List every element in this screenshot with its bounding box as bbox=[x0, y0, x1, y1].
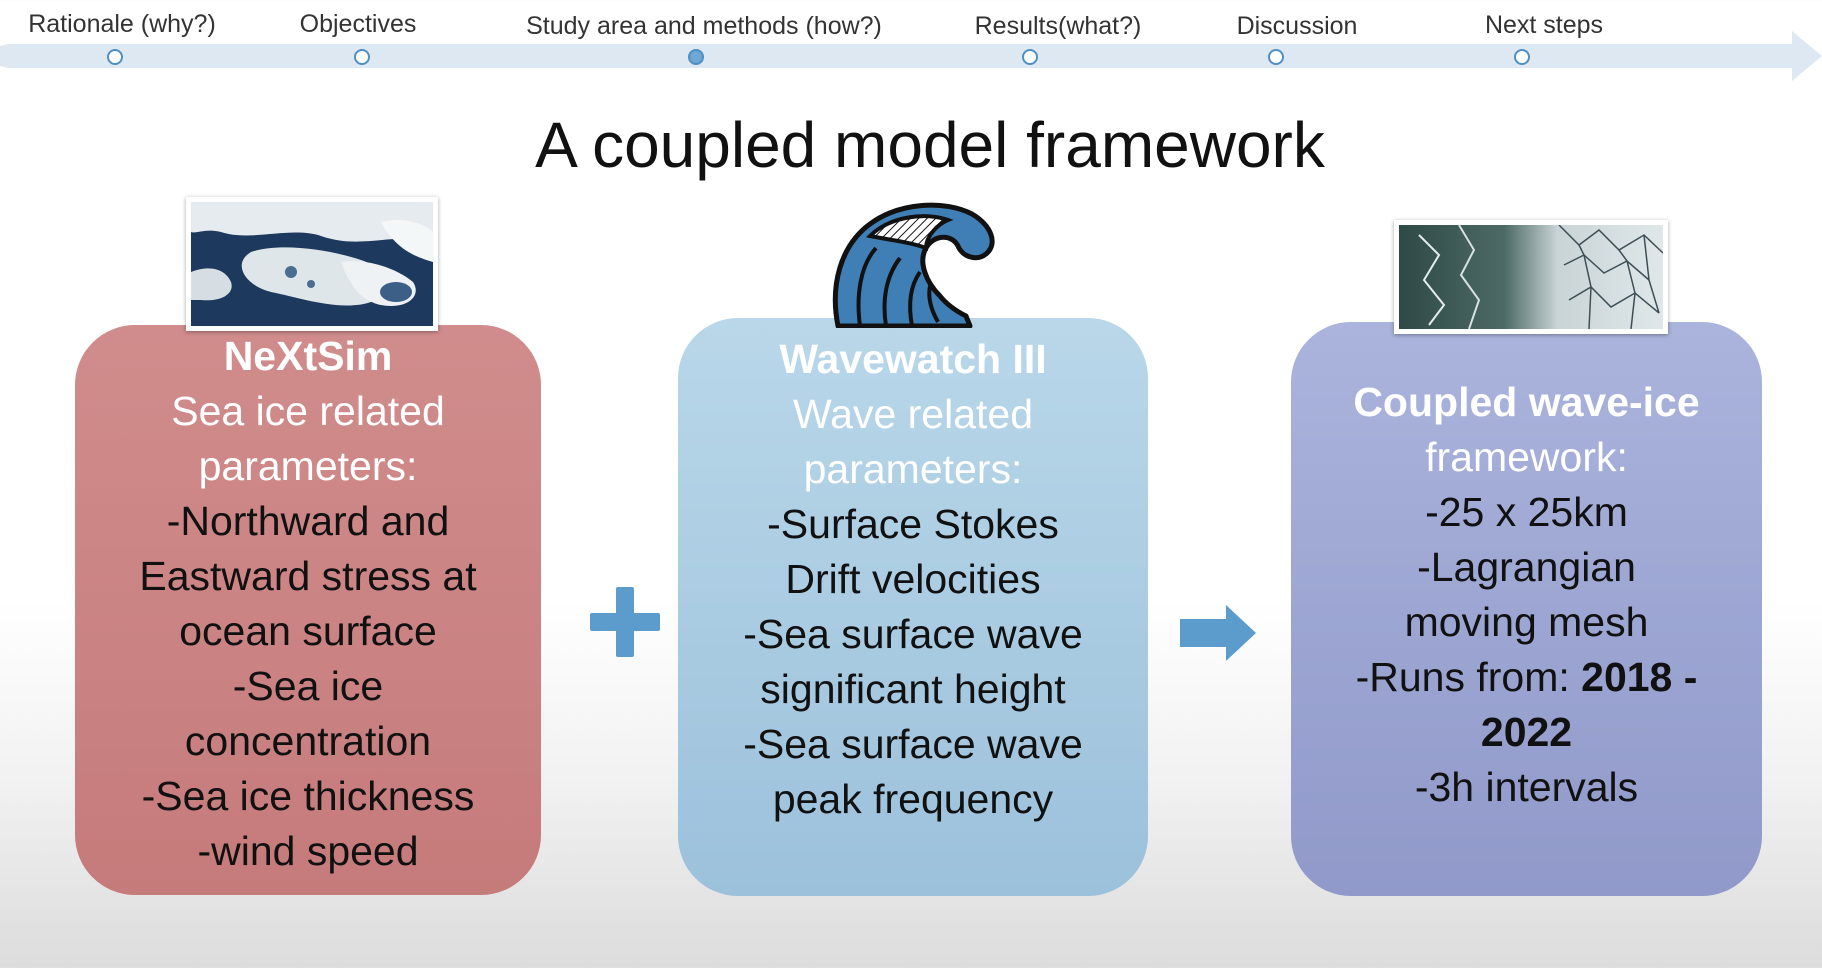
coupled-runs-end-year: 2022 bbox=[1480, 709, 1573, 755]
wave-icon bbox=[830, 196, 1000, 328]
mesh-image bbox=[1399, 225, 1663, 329]
timeline-dot-objectives[interactable] bbox=[354, 49, 370, 65]
coupled-mesh-line-1: -Lagrangian bbox=[1417, 544, 1636, 590]
timeline-nav bbox=[0, 0, 1822, 90]
wavewatch-param-line: Drift velocities bbox=[785, 556, 1041, 602]
sea-ice-image bbox=[191, 202, 433, 326]
plus-icon bbox=[588, 585, 662, 659]
coupled-subtitle: framework: bbox=[1425, 434, 1628, 480]
wavewatch-param-line: -Sea surface wave bbox=[743, 721, 1083, 767]
nextsim-param-line: Eastward stress at bbox=[139, 553, 477, 599]
slide-title: A coupled model framework bbox=[535, 109, 1325, 181]
wavewatch-subtitle-1: Wave related bbox=[792, 391, 1034, 437]
sea-ice-photo bbox=[186, 197, 438, 331]
timeline-item-rationale[interactable]: Rationale (why?) bbox=[28, 10, 216, 38]
coupled-runs-line bbox=[1291, 650, 1762, 705]
nextsim-param-line: -Sea ice bbox=[232, 663, 384, 709]
nextsim-param-line: -wind speed bbox=[197, 828, 419, 874]
timeline-dot-next-steps[interactable] bbox=[1514, 49, 1530, 65]
coupled-runs-start-year: 2018 - bbox=[1581, 654, 1698, 700]
nextsim-subtitle-1: Sea ice related bbox=[171, 388, 445, 434]
nextsim-heading: NeXtSim bbox=[223, 333, 393, 379]
timeline-dot-discussion[interactable] bbox=[1268, 49, 1284, 65]
timeline-item-objectives[interactable]: Objectives bbox=[299, 10, 417, 38]
wavewatch-param-line: peak frequency bbox=[772, 776, 1054, 822]
timeline-item-results[interactable]: Results(what?) bbox=[974, 12, 1142, 40]
timeline-item-study-area-methods[interactable]: Study area and methods (how?) bbox=[526, 12, 882, 40]
nextsim-param-line: ocean surface bbox=[179, 608, 437, 654]
coupled-heading: Coupled wave-ice bbox=[1353, 379, 1700, 425]
coupled-framework-box bbox=[1291, 322, 1762, 896]
nextsim-param-line: -Sea ice thickness bbox=[141, 773, 475, 819]
timeline-dot-results[interactable] bbox=[1022, 49, 1038, 65]
timeline-dot-rationale[interactable] bbox=[107, 49, 123, 65]
coupled-interval-line: -3h intervals bbox=[1414, 764, 1639, 810]
timeline-item-next-steps[interactable]: Next steps bbox=[1484, 11, 1604, 39]
coupled-runs-prefix: -Runs from: bbox=[1355, 654, 1582, 700]
wavewatch-heading: Wavewatch III bbox=[779, 336, 1047, 382]
nextsim-box bbox=[75, 325, 541, 895]
nextsim-param-line: concentration bbox=[184, 718, 432, 764]
nextsim-param-line: -Northward and bbox=[166, 498, 450, 544]
wavewatch-box bbox=[678, 318, 1148, 896]
timeline-dot-study-area-methods[interactable] bbox=[688, 49, 704, 65]
lagrangian-mesh-photo bbox=[1394, 220, 1668, 334]
timeline-item-discussion[interactable]: Discussion bbox=[1236, 12, 1358, 40]
coupled-resolution-line: -25 x 25km bbox=[1425, 489, 1628, 535]
wavewatch-subtitle-2: parameters: bbox=[803, 446, 1023, 492]
right-arrow-icon bbox=[1178, 603, 1258, 663]
coupled-mesh-line-2: moving mesh bbox=[1404, 599, 1649, 645]
nextsim-subtitle-2: parameters: bbox=[198, 443, 418, 489]
wavewatch-param-line: significant height bbox=[760, 666, 1066, 712]
wavewatch-param-line: -Surface Stokes bbox=[767, 501, 1059, 547]
wavewatch-param-line: -Sea surface wave bbox=[743, 611, 1083, 657]
